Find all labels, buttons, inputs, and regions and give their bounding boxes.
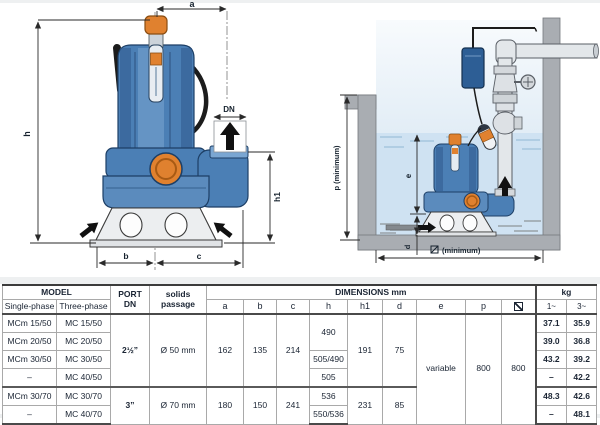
- cell-single: MCm 15/50: [3, 314, 57, 333]
- header-three-phase: Three-phase: [57, 300, 111, 315]
- dim-label-h: h: [22, 131, 32, 137]
- header-e: e: [417, 300, 466, 315]
- cell-kg1: 43.2: [536, 351, 567, 369]
- svg-text:(minimum): (minimum): [442, 246, 481, 255]
- cell-d: 75: [383, 314, 417, 387]
- handle-cap: [449, 134, 461, 145]
- cell-kg1: 48.3: [536, 387, 567, 406]
- cell-d: 85: [383, 387, 417, 424]
- pump-illustration: [77, 16, 248, 247]
- cell-b: 150: [244, 387, 277, 424]
- gate-valve-body: [493, 74, 517, 92]
- cell-h: 505: [310, 369, 348, 388]
- cell-h: 536: [310, 387, 348, 406]
- cell-solids: Ø 50 mm: [150, 314, 207, 387]
- motor-shade-left: [120, 48, 131, 150]
- cell-three: MC 40/70: [57, 406, 111, 425]
- cell-h: 505/490: [310, 351, 348, 369]
- header-model: MODEL: [3, 285, 111, 300]
- page-edge-middle: [0, 277, 600, 284]
- dim-label-p-min: p (minimum): [332, 145, 341, 191]
- cell-h1: 191: [348, 314, 383, 387]
- pipe-collar: [494, 66, 516, 74]
- header-h: h: [310, 300, 348, 315]
- union-nut: [493, 94, 517, 103]
- installation-diagram: [300, 0, 600, 277]
- pipe-end: [594, 44, 599, 58]
- header-single-phase: Single-phase: [3, 300, 57, 315]
- cell-h: 550/536: [310, 406, 348, 425]
- cell-kg1: 39.0: [536, 333, 567, 351]
- pit-wall-left: [358, 95, 376, 250]
- header-solids-passage: solids passage: [150, 285, 207, 314]
- dim-label-b: b: [123, 251, 129, 261]
- header-d: d: [383, 300, 417, 315]
- cell-kg3: 42.6: [567, 387, 597, 406]
- dim-label-width-min: [431, 246, 481, 255]
- union-body: [496, 103, 514, 111]
- dim-label-h1: h1: [272, 192, 282, 202]
- cell-single: MCm 30/70: [3, 387, 57, 406]
- header-a: a: [207, 300, 244, 315]
- cell-kg1: –: [536, 406, 567, 425]
- cell-kg3: 48.1: [567, 406, 597, 425]
- header-port-dn: PORT DN: [111, 285, 150, 314]
- cell-three: MC 40/50: [57, 369, 111, 388]
- header-p: p: [466, 300, 502, 315]
- horizontal-pipe: [505, 44, 597, 58]
- motor-shade: [436, 147, 443, 191]
- cell-single: MCm 20/50: [3, 333, 57, 351]
- cell-port: 2½”: [111, 314, 150, 387]
- rod-orange-band: [452, 148, 458, 154]
- cell-three: MC 15/50: [57, 314, 111, 333]
- cell-three: MC 20/50: [57, 333, 111, 351]
- dim-label-a: a: [189, 0, 195, 9]
- cell-kg3: 35.9: [567, 314, 597, 333]
- cell-single: –: [3, 406, 57, 425]
- cell-solids: Ø 70 mm: [150, 387, 207, 424]
- table-row: [3, 314, 597, 333]
- cell-p: 800: [466, 314, 502, 424]
- cell-kg1: –: [536, 369, 567, 388]
- cell-square: 800: [502, 314, 536, 424]
- cell-h: 490: [310, 314, 348, 351]
- cell-single: MCm 30/50: [3, 351, 57, 369]
- cell-three: MC 30/50: [57, 351, 111, 369]
- cell-c: 241: [277, 387, 310, 424]
- check-valve-tab: [514, 117, 522, 129]
- motor-shade: [469, 147, 476, 191]
- cell-a: 162: [207, 314, 244, 387]
- pump-dimension-diagram: [0, 0, 300, 277]
- header-h1: h1: [348, 300, 383, 315]
- motor-shade-right: [181, 48, 192, 150]
- inspection-plug: [150, 153, 182, 185]
- header-kg: kg: [536, 285, 597, 300]
- strainer-opening: [440, 215, 454, 231]
- floor-inlet: [386, 225, 418, 230]
- dim-label-c: c: [196, 251, 202, 261]
- pit-air-space: [376, 20, 543, 133]
- square-diagonal-icon: [514, 302, 523, 311]
- dim-label-d: d: [403, 244, 412, 250]
- cell-kg3: 42.2: [567, 369, 597, 388]
- rod-orange-band: [151, 53, 162, 65]
- header-kg-single: 1~: [536, 300, 567, 315]
- header-dimensions: DIMENSIONS mm: [207, 285, 536, 300]
- cell-three: MC 30/70: [57, 387, 111, 406]
- strainer-opening: [463, 215, 477, 231]
- cell-e: variable: [417, 314, 466, 424]
- handle-cap: [145, 16, 167, 34]
- cell-a: 180: [207, 387, 244, 424]
- strainer-opening: [120, 213, 142, 237]
- specification-table: [2, 284, 597, 425]
- check-valve: [493, 112, 517, 134]
- cell-h1: 231: [348, 387, 383, 424]
- cell-kg1: 37.1: [536, 314, 567, 333]
- dim-label-e: e: [404, 173, 413, 179]
- control-box: [462, 48, 484, 88]
- cell-c: 214: [277, 314, 310, 387]
- foot-plate: [90, 240, 222, 247]
- cell-port: 3”: [111, 387, 150, 424]
- strainer-base: [96, 208, 216, 240]
- header-b: b: [244, 300, 277, 315]
- cell-b: 135: [244, 314, 277, 387]
- cell-kg3: 36.8: [567, 333, 597, 351]
- header-c: c: [277, 300, 310, 315]
- header-kg-three: 3~: [567, 300, 597, 315]
- strainer-opening: [165, 213, 187, 237]
- cell-kg3: 39.2: [567, 351, 597, 369]
- dim-label-dn: DN: [223, 105, 235, 114]
- cell-single: –: [3, 369, 57, 388]
- header-square-dim: [502, 300, 536, 315]
